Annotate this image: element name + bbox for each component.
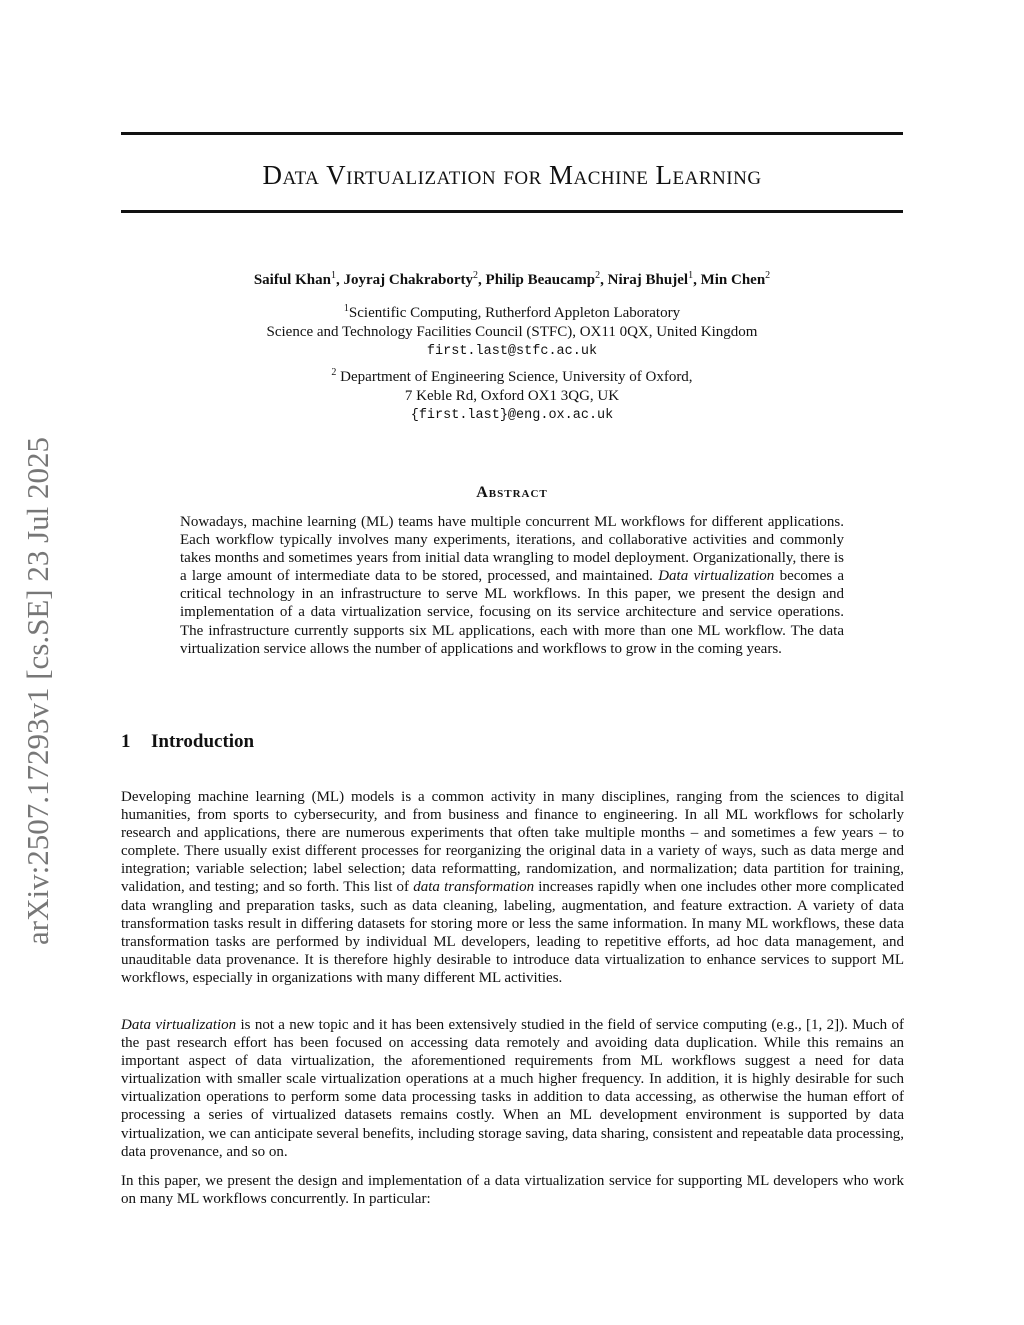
paragraph [121,788,904,987]
author-affiliation-mark: 1 [688,270,694,281]
affiliation-email: first.last@stfc.ac.uk [426,344,598,359]
author-separator: , [600,272,608,288]
abstract-text-part: becomes a critical technology in an infrastructure to serve ML workflows. In this paper, we present the design and implementation of a data virtualization service, focusing on its service architecture and service operations. The infrastructure currently supports six ML applications, each with more than one ML workflow. The data virtualization service allows the number of applications and workflows to grow in the coming years. [180,568,844,657]
affiliation-email: {first.last}@eng.ox.ac.uk [410,408,614,423]
section-title: Introduction [151,731,255,752]
author-separator: , [335,272,344,288]
paper-title: Data Virtualization for Machine Learning [262,160,762,190]
affiliation-line: Scientific Computing, Rutherford Appleton Laboratory [348,305,681,321]
author: Philip Beaucamp [485,272,596,288]
paragraph-text: Developing machine learning (ML) models is a common activity in many disciplines, ranging from the sciences to digital humanities, from sports to cybersecurity, and from business and finance to engineering. In all ML workflows for scholarly research and applications, there are numerous experiments that often take multiple months – and sometimes a few years – to complete. There usually exist different processes for reorganizing the original data in a variety of ways, such as data merge and integration; variable selection; label selection; data reformatting, randomization, and normalization; data partition for training, validation, and testing; and so forth. This list of [121,789,904,896]
paragraph-emphasis: Data virtualization [121,1017,237,1033]
paragraph-emphasis: data transformation [413,879,535,896]
author: Saiful Khan [253,272,331,288]
abstract-text-part: Nowadays, machine learning (ML) teams have multiple concurrent ML workflows for different applications. Each workflow typically involves many experiments, iterations, and collaborative activities and commonly takes months and sometimes years from initial data wrangling to model deployment. Organizationally, there is a large amount of intermediate data to be stored, processed, and maintained. [180,514,844,585]
author-affiliation-mark: 2 [473,270,479,281]
paragraph-text: increases rapidly when one includes other more complicated data wrangling and preparation tasks, such as data cleaning, labeling, augmentation, and feature extraction. A variety of data transformation tasks result in differing datasets for storing more or less the same information. In many ML workflows, these data transformation tasks are performed by individual ML developers, leading to repetitive efforts, ad hoc data management, and unauditable data provenance. It is therefore highly desirable to introduce data virtualization to enhance services to support ML workflows, especially in organizations with many different ML activities. [121,879,904,986]
section-heading [121,731,254,753]
affiliation-line: Department of Engineering Science, University of Oxford, [336,369,693,385]
affiliation-2 [121,363,903,425]
paragraph [121,1016,904,1161]
paragraph: In this paper, we present the design and implementation of a data virtualization service for supporting ML developers who work on many ML workflows concurrently. In particular: [121,1173,904,1208]
affiliation-mark: 1 [343,303,349,314]
author-list [121,270,903,289]
author: Min Chen [700,272,766,288]
author-separator: , [478,272,486,288]
abstract-text [180,513,844,658]
title-rule-top [121,132,903,135]
author-separator: , [693,272,701,288]
affiliation-mark: 2 [331,367,337,378]
author: Niraj Bhujel [607,272,689,288]
abstract-emphasis: Data virtualization [658,568,775,585]
author-affiliation-mark: 2 [595,270,601,281]
affiliation-line: Science and Technology Facilities Council (STFC), OX11 0QX, United Kingdom [266,324,758,340]
author-affiliation-mark: 2 [765,270,771,281]
abstract-heading: Abstract [476,484,548,501]
affiliation-line: 7 Keble Rd, Oxford OX1 3QG, UK [404,388,620,404]
title-rule-bottom [121,210,903,213]
paragraph-text: is not a new topic and it has been extensively studied in the field of service computing (e.g., [1, 2]). Much of the past research effort has been focused on accessing data remotely and avoiding data duplication. While this remains an important aspect of data virtualization, the aforementioned requirements from ML workflows suggest a need for data virtualization with smaller scale virtualization operations at a much higher frequency. In addition, it is highly desirable for such virtualization operations to perform some data processing tasks in addition to data accessing, as otherwise the human effort of processing a series of virtualized datasets remains costly. When an ML development environment is supported by data virtualization, we can anticipate several benefits, including storage saving, data sharing, consistent and repeatable data processing, data provenance, and so on. [121,1017,905,1160]
section-number: 1 [121,731,131,752]
author: Joyraj Chakraborty [343,272,474,288]
author-affiliation-mark: 1 [330,270,336,281]
arxiv-stamp: arXiv:2507.17293v1 [cs.SE] 23 Jul 2025 [20,436,55,945]
affiliation-1 [121,299,903,361]
